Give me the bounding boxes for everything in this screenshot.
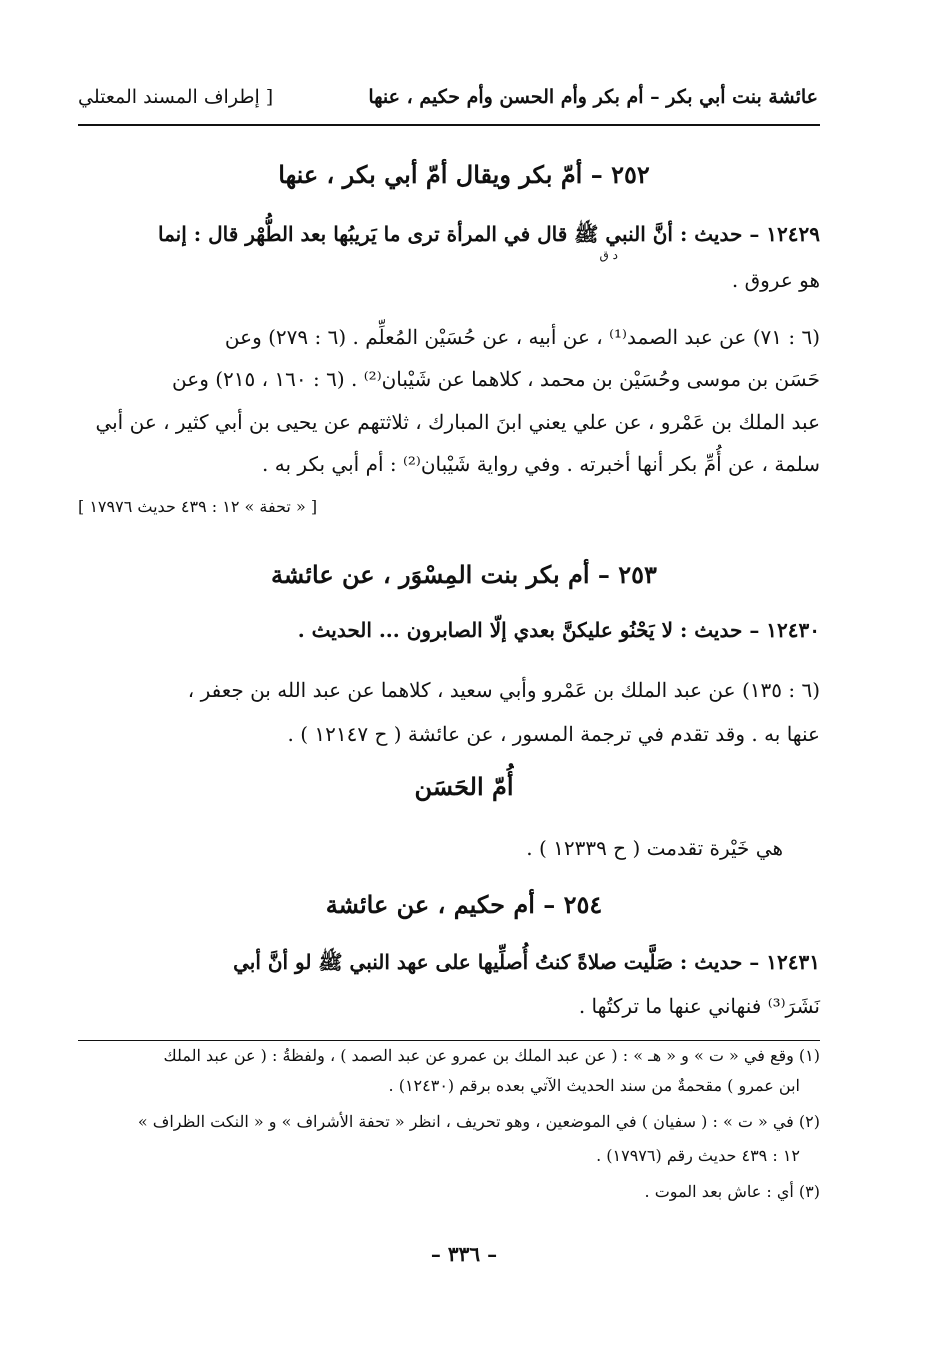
isnad-line: عنها به . وقد تقدم في ترجمة المسور ، عن عائشة ( ح ١٢١٤٧ ) . bbox=[287, 722, 820, 746]
header-rule bbox=[78, 124, 820, 126]
running-header-book: [ إطراف المسند المعتلي bbox=[78, 86, 274, 108]
section-254-title: ٢٥٤ – أم حكيم ، عن عائشة bbox=[325, 890, 603, 919]
footnote-rule bbox=[78, 1040, 820, 1041]
section-253-title: ٢٥٣ – أم بكر بنت المِسْوَر ، عن عائشة bbox=[271, 560, 657, 589]
isnad-line: سلمة ، عن أُمِّ بكر أنها أخبرته . وفي رواية شَيْبان⁽²⁾ : أم أبي بكر به . bbox=[262, 452, 820, 476]
umm-hasan-title: أُمّ الحَسَن bbox=[414, 772, 514, 801]
tuhfa-reference: [ « تحفة » ١٢ : ٤٣٩ حديث ١٧٩٧٦ ] bbox=[78, 497, 318, 516]
isnad-line: عبد الملك بن عَمْرو ، عن علي يعني ابنَ المبارك ، ثلاثتهم عن يحيى بن أبي كثير ، عن أبي bbox=[95, 410, 820, 434]
hadith-12431-line2: نَشَرَ⁽³⁾ فنهاني عنها ما تركتُها . bbox=[578, 994, 820, 1018]
isnad-line: حَسَن بن موسى وحُسَيْن بن محمد ، كلاهما عن شَيْبان⁽²⁾ . (٦ : ١٦٠ ، ٢١٥) وعن bbox=[172, 367, 820, 391]
hadith-12430: ١٢٤٣٠ – حديث : لا يَحْنُو عليكنَّ بعدي إلّا الصابرون ... الحديث . bbox=[297, 618, 820, 642]
hadith-12429-marker: د ق bbox=[599, 248, 618, 262]
isnad-line: (٦ : ٧١) عن عبد الصمد⁽¹⁾ ، عن أبيه ، عن حُسَيْن المُعلِّم . (٦ : ٢٧٩) وعن bbox=[224, 325, 820, 349]
footnote-line: (١) وقع في « ت » و « هـ » : ( عن عبد الملك بن عمرو عن عبد الصمد ) ، ولفظةُ : ( عن عبد الملك bbox=[163, 1046, 820, 1065]
hadith-12429-line1: ١٢٤٢٩ – حديث : أنَّ النبي ﷺ قال في المرأة ترى ما يَريبُها بعد الطُّهْر قال : إنما bbox=[158, 222, 820, 246]
page-number: – ٣٣٦ – bbox=[430, 1242, 498, 1266]
running-header-title: عائشة بنت أبي بكر – أم بكر وأم الحسن وأم حكيم ، عنها bbox=[368, 86, 818, 108]
footnote-line: ابن عمرو ) مقحمةٌ من سند الحديث الآتي بعده برقم (١٢٤٣٠) . bbox=[388, 1076, 800, 1095]
hadith-12431-line1: ١٢٤٣١ – حديث : صَلَّيت صلاةً كنتُ أُصلِّيها على عهد النبي ﷺ لو أنَّ أبي bbox=[233, 950, 820, 974]
footnote-line: (٣) أي : عاش بعد الموت . bbox=[644, 1182, 820, 1201]
hadith-12429-line2: هو عروق . bbox=[731, 268, 820, 292]
isnad-line: (٦ : ١٣٥) عن عبد الملك بن عَمْرو وأبي سعيد ، كلاهما عن عبد الله بن جعفر ، bbox=[187, 678, 820, 702]
footnote-line: (٢) في « ت » : ( سفيان ) في الموضعين ، وهو تحريف ، انظر « تحفة الأشراف » و « النكت الظراف » bbox=[137, 1112, 820, 1131]
umm-hasan-text: هي خَيْرة تقدمت ( ح ١٢٣٣٩ ) . bbox=[526, 836, 783, 860]
section-252-title: ٢٥٢ – أمّ بكر ويقال أمّ أبي بكر ، عنها bbox=[278, 160, 650, 189]
footnote-line: ١٢ : ٤٣٩ حديث رقم (١٧٩٧٦) . bbox=[596, 1146, 800, 1165]
